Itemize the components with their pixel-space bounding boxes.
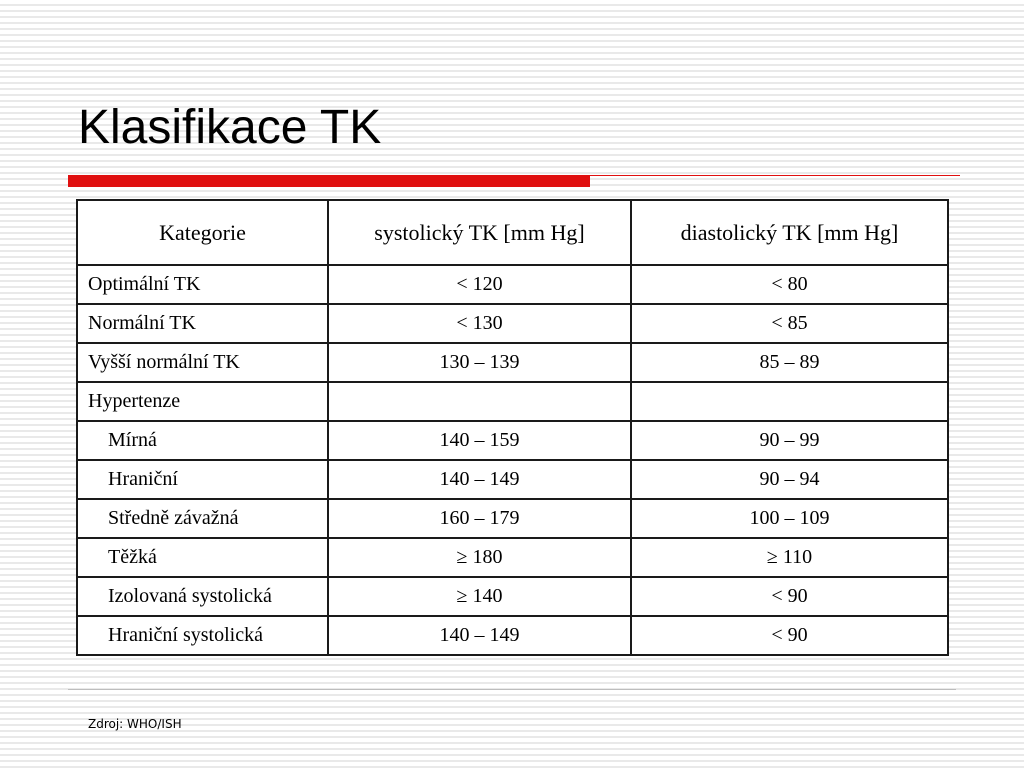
systolic-cell: < 120 bbox=[328, 265, 631, 304]
header-systolic: systolický TK [mm Hg] bbox=[328, 200, 631, 265]
systolic-cell: 160 – 179 bbox=[328, 499, 631, 538]
diastolic-cell: 100 – 109 bbox=[631, 499, 948, 538]
systolic-cell: < 130 bbox=[328, 304, 631, 343]
table-row bbox=[77, 460, 948, 499]
table-row bbox=[77, 343, 948, 382]
table-row bbox=[77, 577, 948, 616]
systolic-cell bbox=[328, 382, 631, 421]
header-diastolic: diastolický TK [mm Hg] bbox=[631, 200, 948, 265]
title-rule-thick bbox=[68, 175, 590, 187]
page-title: Klasifikace TK bbox=[78, 101, 382, 154]
bp-classification-table-wrap bbox=[76, 199, 947, 656]
header-category: Kategorie bbox=[77, 200, 328, 265]
systolic-cell: ≥ 180 bbox=[328, 538, 631, 577]
category-cell: Optimální TK bbox=[77, 265, 328, 304]
diastolic-cell: < 85 bbox=[631, 304, 948, 343]
table-row bbox=[77, 304, 948, 343]
category-cell: Normální TK bbox=[77, 304, 328, 343]
diastolic-cell bbox=[631, 382, 948, 421]
diastolic-cell: < 90 bbox=[631, 577, 948, 616]
table-header-row bbox=[77, 200, 948, 265]
category-cell: Izolovaná systolická bbox=[77, 577, 328, 616]
category-cell: Středně závažná bbox=[77, 499, 328, 538]
diastolic-cell: < 80 bbox=[631, 265, 948, 304]
systolic-cell: ≥ 140 bbox=[328, 577, 631, 616]
diastolic-cell: ≥ 110 bbox=[631, 538, 948, 577]
table-row bbox=[77, 499, 948, 538]
category-cell: Mírná bbox=[77, 421, 328, 460]
diastolic-cell: 85 – 89 bbox=[631, 343, 948, 382]
systolic-cell: 130 – 139 bbox=[328, 343, 631, 382]
systolic-cell: 140 – 149 bbox=[328, 616, 631, 655]
footer-rule bbox=[68, 689, 956, 690]
table-row bbox=[77, 538, 948, 577]
systolic-cell: 140 – 149 bbox=[328, 460, 631, 499]
category-cell: Vyšší normální TK bbox=[77, 343, 328, 382]
systolic-cell: 140 – 159 bbox=[328, 421, 631, 460]
diastolic-cell: 90 – 99 bbox=[631, 421, 948, 460]
diastolic-cell: < 90 bbox=[631, 616, 948, 655]
table-row bbox=[77, 421, 948, 460]
table-row bbox=[77, 616, 948, 655]
category-cell: Hraniční systolická bbox=[77, 616, 328, 655]
title-rule-thin bbox=[590, 175, 960, 176]
source-note: Zdroj: WHO/ISH bbox=[88, 717, 182, 731]
table-row bbox=[77, 382, 948, 421]
category-cell: Hypertenze bbox=[77, 382, 328, 421]
table-row bbox=[77, 265, 948, 304]
category-cell: Hraniční bbox=[77, 460, 328, 499]
bp-classification-table bbox=[76, 199, 949, 656]
diastolic-cell: 90 – 94 bbox=[631, 460, 948, 499]
category-cell: Těžká bbox=[77, 538, 328, 577]
